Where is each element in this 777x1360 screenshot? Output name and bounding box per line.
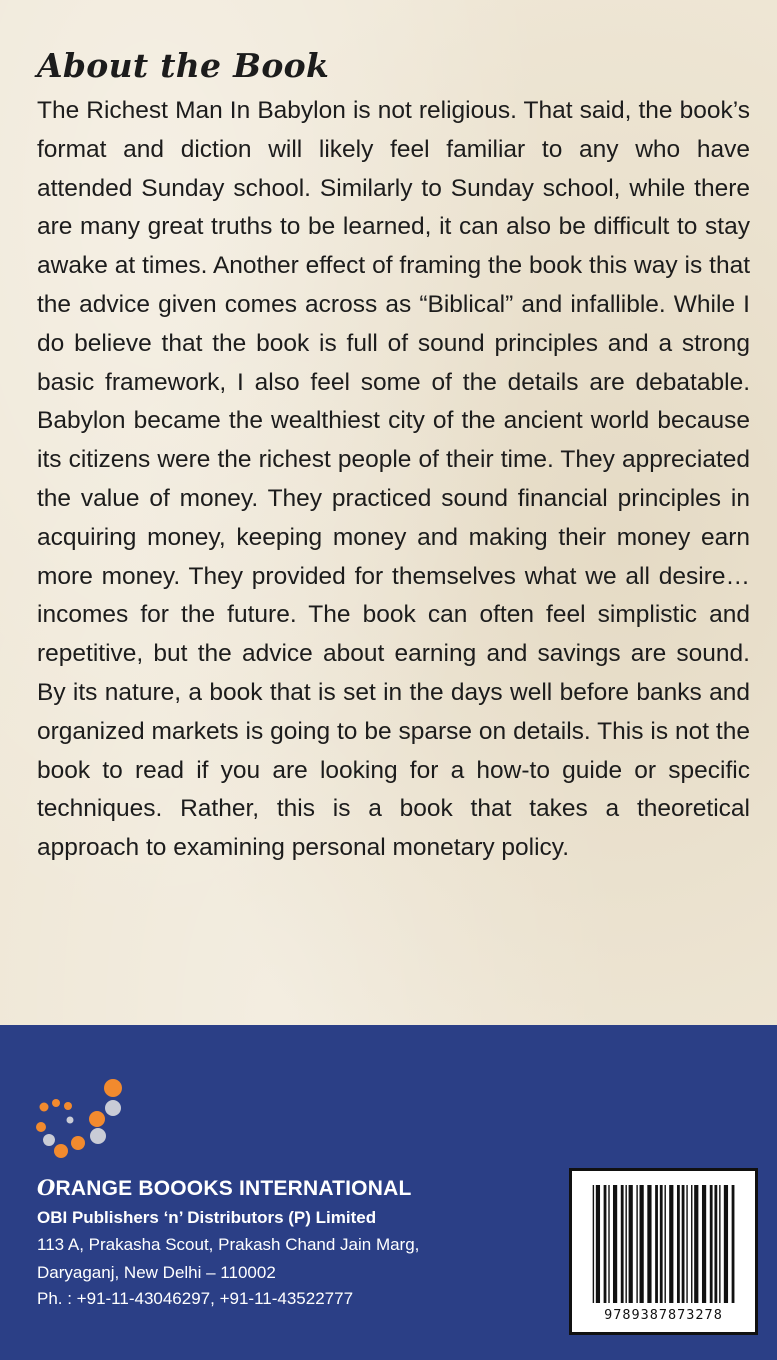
about-body-text: The Richest Man In Babylon is not religious. That said, the book’s format and diction will likely feel familiar to any who have attended Sunday school. Similarly to Sunday school, while there are many great truths to be learned, it can also be difficult to stay awake at times. Another effect of framing the book this way is that the advice given comes across as “Biblical” and infallible. While I do believe that the book is full of sound principles and a strong basic framework, I also feel some of the details are debatable. Babylon became the wealthiest city of the ancient world because its citizens were the richest people of their time. They appreciated the value of money. They practiced sound financial principles in acquiring money, keeping money and making their money earn more money. They provided for themselves what we all desire…incomes for the future. The book can often feel simplistic and repetitive, but the advice about earning and savings are sound. By its nature, a book that is set in the days well before banks and organized markets is going to be sparse on details. This is not the book to read if you are looking for a how-to guide or specific techniques. Rather, this is a book that takes a theoretical approach to examining personal monetary policy.	[37, 97, 750, 862]
isbn-number: 9789387873278	[604, 1307, 723, 1323]
barcode-bar	[640, 1185, 644, 1303]
barcode-bar	[665, 1185, 666, 1303]
barcode-bar	[636, 1185, 637, 1303]
barcode-bar	[647, 1185, 651, 1303]
barcode-bar	[625, 1185, 626, 1303]
barcode-bar	[613, 1185, 617, 1303]
barcode-bar	[710, 1185, 713, 1303]
publisher-name-initial: O	[37, 1175, 56, 1200]
barcode-bar	[629, 1185, 633, 1303]
barcode-bar	[669, 1185, 673, 1303]
barcode-bar	[677, 1185, 680, 1303]
barcode-bar	[655, 1185, 658, 1303]
barcode-bar	[714, 1185, 717, 1303]
publisher-name	[37, 1175, 411, 1201]
publisher-address-line-2: Daryaganj, New Delhi – 110002	[37, 1263, 276, 1282]
publisher-panel	[0, 1025, 777, 1360]
barcode-bar	[732, 1185, 735, 1303]
publisher-name-rest: RANGE BOOOKS INTERNATIONAL	[55, 1177, 412, 1200]
barcode-bar	[621, 1185, 624, 1303]
publisher-phone: Ph. : +91-11-43046297, +91-11-43522777	[37, 1289, 354, 1308]
barcode-bar	[691, 1185, 692, 1303]
barcode-bar	[660, 1185, 663, 1303]
barcode-bar	[682, 1185, 685, 1303]
barcode-bar	[719, 1185, 720, 1303]
barcode-bar	[593, 1185, 594, 1303]
barcode-bar	[604, 1185, 607, 1303]
isbn-barcode	[569, 1168, 758, 1335]
publisher-subtitle: OBI Publishers ‘n’ Distributors (P) Limited	[37, 1208, 377, 1227]
barcode-bar	[724, 1185, 728, 1303]
publisher-address-line-1: 113 A, Prakasha Scout, Prakash Chand Jain Marg,	[37, 1235, 420, 1254]
barcode-bar	[608, 1185, 609, 1303]
about-section	[37, 40, 750, 868]
barcode-bar	[702, 1185, 706, 1303]
barcode-bar	[596, 1185, 600, 1303]
barcode-bar	[694, 1185, 698, 1303]
about-title: About the Book	[37, 46, 330, 85]
barcode-bars	[588, 1185, 741, 1303]
barcode-bar	[686, 1185, 687, 1303]
